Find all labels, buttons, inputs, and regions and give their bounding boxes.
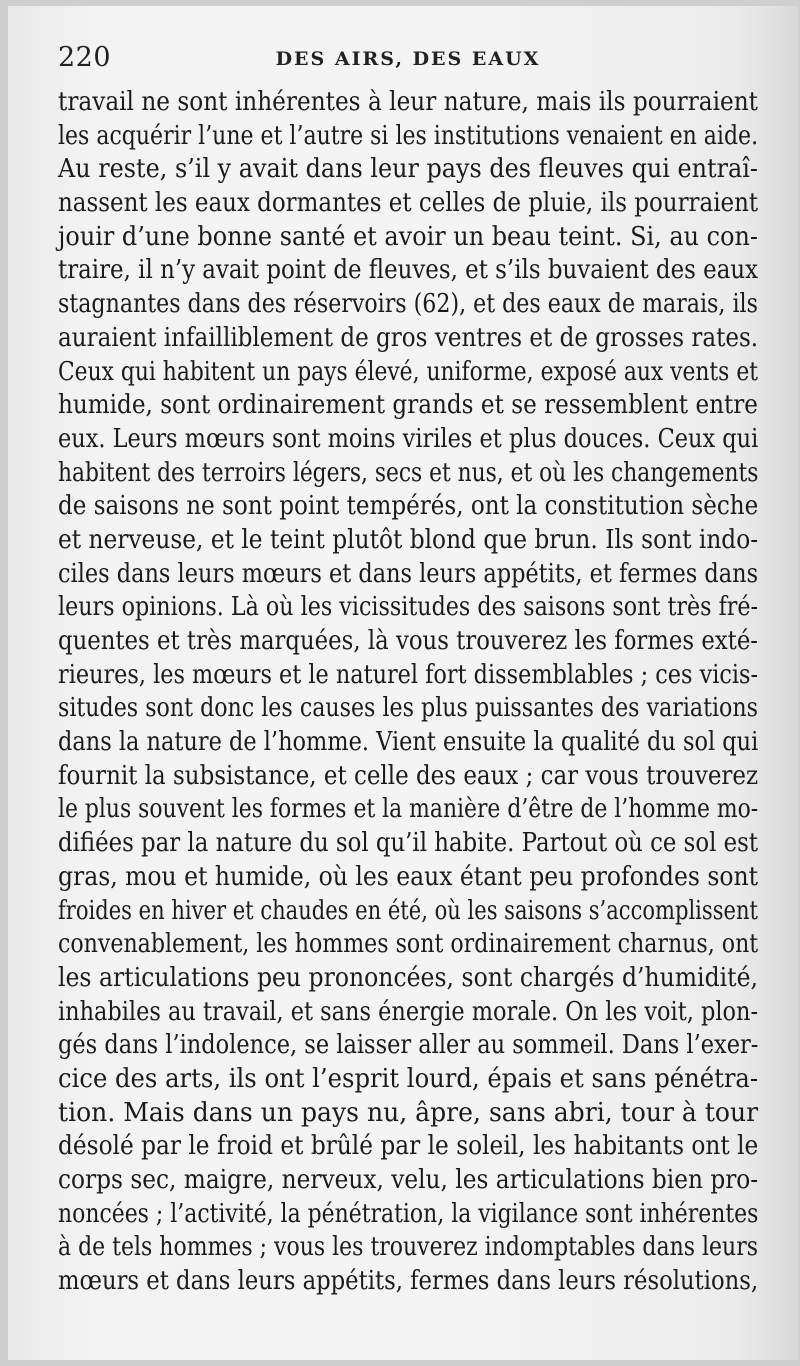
- book-page: [8, 6, 798, 1360]
- text-line: stagnantes dans des réservoirs (62), et des eaux de marais, ils: [58, 289, 758, 320]
- text-line: nassent les eaux dormantes et celles de pluie, ils pourraient: [58, 188, 759, 219]
- text-line: et nerveuse, et le teint plutôt blond que brun. Ils sont indo-: [58, 524, 759, 555]
- text-line: humide, sont ordinairement grands et se ressemblent entre: [58, 390, 758, 421]
- text-line: fournit la subsistance, et celle des eaux ; car vous trouverez: [58, 760, 759, 791]
- text-line: ciles dans leurs mœurs et dans leurs appétits, et fermes dans: [58, 558, 759, 589]
- text-line: habitent des terroirs légers, secs et nus, et où les changements: [58, 457, 759, 488]
- text-line: eux. Leurs mœurs sont moins viriles et plus douces. Ceux qui: [58, 423, 759, 454]
- text-line: mœurs et dans leurs appétits, fermes dans leurs résolutions,: [58, 1266, 759, 1297]
- text-line: Ceux qui habitent un pays élevé, uniforme, exposé aux vents et: [58, 356, 758, 387]
- text-line: inhabiles au travail, et sans énergie morale. On les voit, plon-: [58, 996, 759, 1027]
- text-line: situdes sont donc les causes les plus puissantes des variations: [58, 693, 758, 724]
- text-line: convenablement, les hommes sont ordinairement charnus, ont: [58, 929, 759, 960]
- text-line: rieures, les mœurs et le naturel fort dissemblables ; ces vicis-: [58, 659, 759, 690]
- text-line: cice des arts, ils ont l’esprit lourd, épais et sans pénétra-: [58, 1063, 759, 1094]
- text-line: les acquérir l’une et l’autre si les institutions venaient en aide.: [58, 120, 759, 151]
- text-line: gés dans l’indolence, se laisser aller au sommeil. Dans l’exer-: [58, 1030, 759, 1061]
- text-line: dans la nature de l’homme. Vient ensuite la qualité du sol qui: [58, 727, 759, 758]
- text-line: de saisons ne sont point tempérés, ont la constitution sèche: [58, 491, 759, 522]
- text-line: gras, mou et humide, où les eaux étant peu profondes sont: [58, 861, 759, 892]
- text-line: corps sec, maigre, nerveux, velu, les articulations bien pro-: [58, 1165, 759, 1195]
- page-number: 220: [58, 42, 112, 73]
- text-line: noncées ; l’activité, la pénétration, la vigilance sont inhérentes: [58, 1198, 759, 1229]
- text-line: leurs opinions. Là où les vicissitudes des saisons sont très fré-: [58, 592, 759, 623]
- text-line: froides en hiver et chaudes en été, où les saisons s’accomplissent: [58, 895, 758, 926]
- text-line: difiées par la nature du sol qu’il habite. Partout où ce sol est: [58, 828, 759, 859]
- text-line: les articulations peu prononcées, sont chargés d’humidité,: [58, 962, 759, 993]
- text-line: le plus souvent les formes et la manière d’être de l’homme mo-: [58, 794, 759, 825]
- text-line: traire, il n’y avait point de fleuves, et s’ils buvaient des eaux: [58, 255, 759, 286]
- text-line: tion. Mais dans un pays nu, âpre, sans abri, tour à tour: [58, 1097, 759, 1128]
- running-title: DES AIRS, DES EAUX: [275, 48, 541, 70]
- text-line: travail ne sont inhérentes à leur nature, mais ils pourraient: [58, 87, 758, 117]
- text-line: à de tels hommes ; vous les trouverez indomptables dans leurs: [58, 1232, 758, 1263]
- text-line: auraient infailliblement de gros ventres et de grosses rates.: [58, 322, 759, 353]
- body-text: [58, 86, 758, 1299]
- text-line: jouir d’une bonne santé et avoir un beau teint. Si, au con-: [58, 221, 758, 252]
- text-line: quentes et très marquées, là vous trouverez les formes exté-: [58, 626, 759, 656]
- text-line: Au reste, s’il y avait dans leur pays des fleuves qui entraî-: [58, 154, 758, 185]
- text-line: désolé par le froid et brûlé par le soleil, les habitants ont le: [58, 1131, 759, 1162]
- page-header: [58, 42, 758, 82]
